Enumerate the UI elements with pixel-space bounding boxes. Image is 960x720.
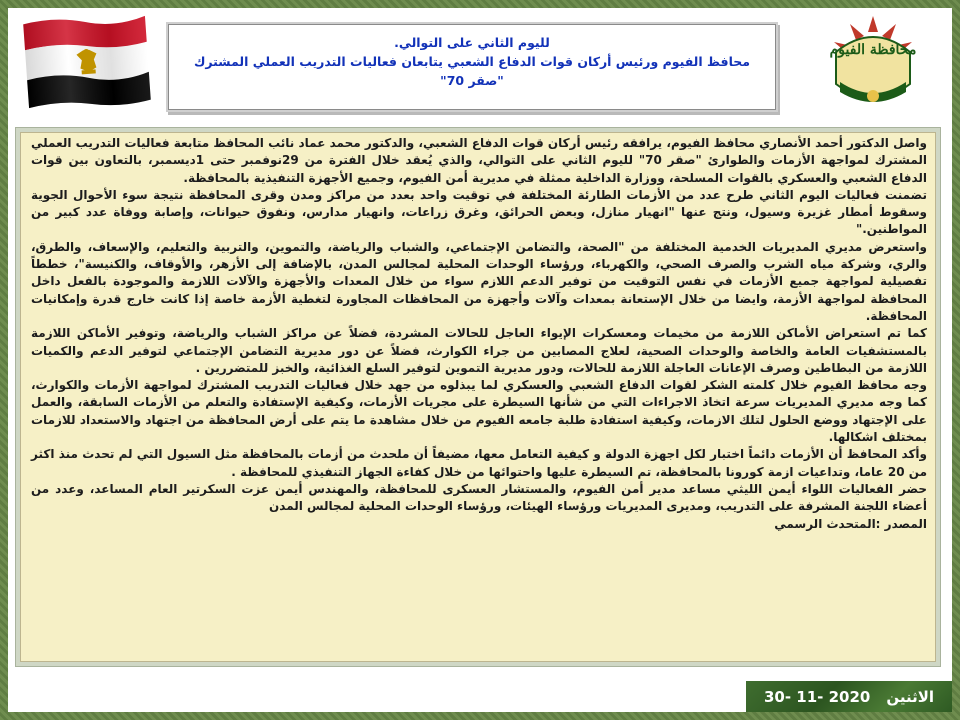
date-bar (746, 681, 952, 712)
slide (8, 8, 952, 712)
egypt-flag-icon (19, 10, 155, 115)
paragraph: كما تم استعراض الأماكن اللازمة من مخيمات ومعسكرات الإيواء العاجل للحالات المشردة، فضلاً عن مراكز الشباب والرياضة، وتوفير الأماكن اللازمة بالمستشفيات العامة والخاصة والوحدات الصحية، لعلاج المصابين من جراء الكوارث، فضلاً عن دور مديرية التضامن الإجتماعي لتوفير الدعم والكميات اللازمة من البطاطين وصرف الإعانات العاجلة اللازمة للحالات، ودور مديرية التموين لتوفير السلع الغذائية، والخبز للمتضررين . (31, 326, 927, 375)
title-line-3: "صقر 70" (440, 73, 504, 88)
paragraph: وجه محافظ الفيوم خلال كلمته الشكر لقوات الدفاع الشعبي والعسكري لما يبذلوه من جهد خلال فعاليات التدريب المشترك لمواجهة الأزمات والكوارث، كما وجه مديري المديريات سرعة اتخاذ الاجراءات التي من شأنها السيطرة على مجريات الأزمات، وكيفية الإستفادة والتعلم من الأزمات السابقة، والعمل على الإجتهاد ووضع الحلول لتلك الازمات، وكيفية استفادة طلبة جامعه الفيوم من خلال مشاهدة ما يتم على أرض المحافظة من اجتهاد والاستعداد للازمات بمختلف اشكالها. (31, 378, 927, 445)
paragraph: حضر الفعاليات اللواء أيمن الليثي مساعد مدير أمن الفيوم، والمستشار العسكرى للمحافظة، والمهندس أيمن عزت السكرتير العام المساعد، وعدد من أعضاء اللجنة المشرفة على التدريب، ومديرى المديريات ورؤساء الهيئات، ورؤساء الوحدات المحلية لمجالس المدن (31, 481, 927, 514)
title-line-2: محافظ الفيوم ورئيس أركان قوات الدفاع الشعبي يتابعان فعاليات التدريب العملي المشترك (193, 54, 751, 69)
paragraph: واصل الدكتور أحمد الأنصاري محافظ الفيوم، يرافقه رئيس أركان قوات الدفاع الشعبي، والدكتور محمد عماد نائب المحافظ متابعة فعاليات التدريب العملي المشترك لمواجهة الأزمات والطوارئ "صقر 70" لليوم الثاني على التوالي، والذي يُعقد خلال الفترة من 29نوفمبر حتى 1ديسمبر، بالتعاون بين قوات الدفاع الشعبي والعسكري بالقوات المسلحة، ووزارة الداخلية ممثلة في مديرية أمن الفيوم، وجميع الأجهزة التنفيذية بالمحافظة. (31, 136, 928, 185)
title-line-1: لليوم الثاني على التوالي. (394, 35, 550, 50)
title-box (168, 24, 776, 110)
fayoum-logo (824, 12, 922, 116)
paragraph: وأكد المحافظ أن الأزمات دائماً اختبار لكل اجهزة الدولة و كيفية التعامل معها، مضيفاً أن ملحدث من أزمات بالمحافظة مثل السيول التي لم تحدث منذ اكثر من 20 عاما، وتداعيات ازمة كورونا بالمحافظة، تم السيطرة عليها واحتوائها من خلال كفاءة الجهاز التنفيذي للمحافظة . (31, 447, 927, 479)
article-body (31, 135, 927, 533)
paragraph: تضمنت فعاليات اليوم الثاني طرح عدد من الأزمات الطارئة المختلفة في توقيت واحد بعدد من مراكز ومدن وقرى المحافظة نتيجة سوء الأحوال الجوية وسقوط أمطار غزيرة وسيول، ونتج عنها "انهيار منازل، وبعض الحرائق، وغرق زراعات، وانهيار مدارس، ونفوق حيوانات، وإصابة ووفاة عدد كبير من المواطنين." (31, 187, 927, 237)
day-label: الاثنين (886, 687, 935, 706)
logo-text: محافظة الفيوم (829, 42, 917, 58)
article-panel (20, 132, 936, 662)
source-line: المصدر :المتحدث الرسمي (774, 516, 927, 531)
paragraph: واستعرض مديري المديريات الخدمية المختلفة من "الصحة، والتضامن الإجتماعي، والشباب والرياضة، والتموين، والتربية والتعليم، والإسعاف، والطرق، والري، وشركة مياه الشرب والصرف الصحي، والكهرباء، ورؤساء الوحدات المحلية لمجالس المدن، بالإضافة إلى الأزهر، والأوقاف، والكنيسة"، خططاً تفصيلية لمواجهة جميع الأزمات في نفس التوقيت من توفير الدعم اللازم سواء من خلال المعدات والأجهزة والآلات اللازمة والموجودة بالفعل داخل المحافظة لمواجهة الأزمة، وايضا من خلال الإستعانة بمعدات وآلات وأجهزة من المحافظات المجاورة لتغطية الأزمة خاصة إذا كانت خارج قدرة وإمكانيات المحافظة. (31, 239, 927, 323)
date-label: 30- 11- 2020 (763, 687, 871, 706)
